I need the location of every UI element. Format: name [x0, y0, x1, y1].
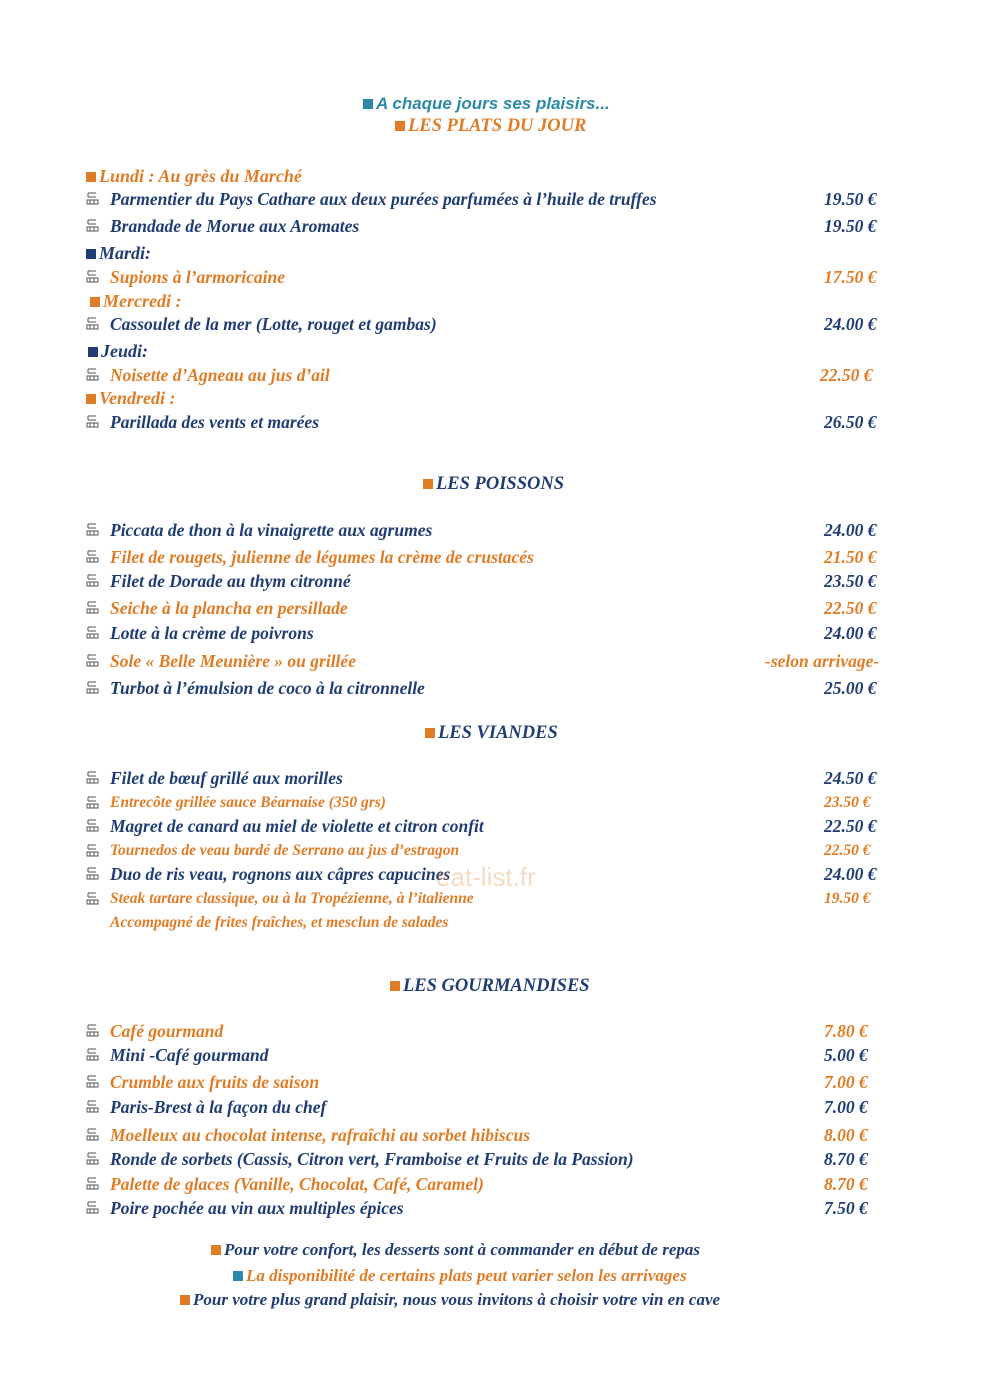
menu-bullet-icon: [86, 654, 99, 667]
menu-item: Seiche à la plancha en persillade: [110, 598, 348, 618]
menu-price: -selon arrivage-: [765, 651, 880, 671]
menu-item: Filet de bœuf grillé aux morilles: [110, 768, 343, 788]
menu-item: Palette de glaces (Vanille, Chocolat, Café, Caramel): [110, 1174, 484, 1194]
footer-note: Pour votre confort, les desserts sont à commander en début de repas: [211, 1240, 700, 1260]
day-mardi: Mardi:: [86, 243, 151, 264]
day-jeudi: Jeudi:: [88, 341, 148, 362]
day-lundi: Lundi : Au grès du Marché: [86, 166, 302, 187]
menu-price: 7.80 €: [824, 1021, 868, 1041]
menu-item: Filet de rougets, julienne de légumes la crème de crustacés: [110, 547, 534, 567]
menu-bullet-icon: [86, 681, 99, 694]
menu-price: 25.00 €: [824, 678, 877, 698]
menu-bullet-icon: [86, 415, 99, 428]
menu-bullet-icon: [86, 771, 99, 784]
menu-item: Poire pochée au vin aux multiples épices: [110, 1198, 404, 1218]
menu-item: Tournedos de veau bardé de Serrano au jus d’estragon: [110, 842, 460, 859]
menu-bullet-icon: [86, 1024, 99, 1037]
square-bullet-icon: [90, 297, 100, 307]
menu-bullet-icon: [86, 1100, 99, 1113]
menu-bullet-icon: [86, 270, 99, 283]
menu-item: Ronde de sorbets (Cassis, Citron vert, Framboise et Fruits de la Passion): [110, 1149, 634, 1169]
menu-item: Turbot à l’émulsion de coco à la citronnelle: [110, 678, 425, 698]
menu-price: 8.00 €: [824, 1125, 868, 1145]
menu-item: Lotte à la crème de poivrons: [110, 623, 314, 643]
menu-bullet-icon: [86, 1128, 99, 1141]
menu-bullet-icon: [86, 317, 99, 330]
square-bullet-icon: [211, 1245, 221, 1255]
square-bullet-icon: [180, 1295, 190, 1305]
menu-item: Sole « Belle Meunière » ou grillée: [110, 651, 356, 671]
menu-price: 5.00 €: [824, 1045, 868, 1065]
menu-price: 22.50 €: [824, 816, 877, 836]
menu-price: 7.00 €: [824, 1097, 868, 1117]
menu-price: 24.50 €: [824, 768, 877, 788]
menu-bullet-icon: [86, 219, 99, 232]
square-bullet-icon: [86, 172, 96, 182]
menu-price: 8.70 €: [824, 1174, 868, 1194]
menu-bullet-icon: [86, 1075, 99, 1088]
menu-price: 23.50 €: [824, 794, 871, 811]
menu-bullet-icon: [86, 1177, 99, 1190]
square-bullet-icon: [86, 394, 96, 404]
menu-bullet-icon: [86, 523, 99, 536]
menu-item: Moelleux au chocolat intense, rafraîchi au sorbet hibiscus: [110, 1125, 531, 1145]
menu-item: Parillada des vents et marées: [110, 412, 320, 432]
menu-price: 24.00 €: [824, 623, 877, 643]
menu-item: Noisette d’Agneau au jus d’ail: [110, 365, 330, 385]
menu-price: 7.50 €: [824, 1198, 868, 1218]
menu-bullet-icon: [86, 1152, 99, 1165]
menu-bullet-icon: [86, 192, 99, 205]
day-vendredi: Vendredi :: [86, 388, 176, 409]
menu-bullet-icon: [86, 550, 99, 563]
square-bullet-icon: [88, 347, 98, 357]
menu-bullet-icon: [86, 1201, 99, 1214]
square-bullet-icon: [363, 99, 373, 109]
menu-item: Entrecôte grillée sauce Béarnaise (350 grs): [110, 794, 386, 811]
menu-bullet-icon: [86, 892, 99, 905]
section-title-viandes: LES VIANDES: [425, 723, 558, 744]
menu-bullet-icon: [86, 601, 99, 614]
menu-price: 19.50 €: [824, 189, 877, 209]
menu-bullet-icon: [86, 368, 99, 381]
square-bullet-icon: [395, 121, 405, 131]
footer-note: La disponibilité de certains plats peut varier selon les arrivages: [233, 1266, 687, 1286]
menu-price: 24.00 €: [824, 520, 877, 540]
menu-item: Parmentier du Pays Cathare aux deux purées parfumées à l’huile de truffes: [110, 189, 657, 209]
menu-item: Filet de Dorade au thym citronné: [110, 571, 351, 591]
menu-bullet-icon: [86, 1048, 99, 1061]
square-bullet-icon: [390, 981, 400, 991]
menu-item: Duo de ris veau, rognons aux câpres capucines: [110, 864, 451, 884]
square-bullet-icon: [425, 728, 435, 738]
menu-item: Magret de canard au miel de violette et citron confit: [110, 816, 484, 836]
menu-item: Supions à l’armoricaine: [110, 267, 286, 287]
day-mercredi: Mercredi :: [90, 291, 181, 312]
menu-item: Café gourmand: [110, 1021, 224, 1041]
menu-bullet-icon: [86, 844, 99, 857]
menu-item: Paris-Brest à la façon du chef: [110, 1097, 327, 1117]
menu-bullet-icon: [86, 574, 99, 587]
menu-price: 24.00 €: [824, 314, 877, 334]
menu-item: Crumble aux fruits de saison: [110, 1072, 320, 1092]
menu-bullet-icon: [86, 819, 99, 832]
tagline: A chaque jours ses plaisirs...: [363, 94, 610, 114]
menu-item: Cassoulet de la mer (Lotte, rouget et gambas): [110, 314, 437, 334]
square-bullet-icon: [423, 479, 433, 489]
menu-item: Brandade de Morue aux Aromates: [110, 216, 360, 236]
menu-price: 26.50 €: [824, 412, 877, 432]
menu-price: 23.50 €: [824, 571, 877, 591]
menu-price: 24.00 €: [824, 864, 877, 884]
square-bullet-icon: [86, 249, 96, 259]
menu-price: 22.50 €: [824, 842, 871, 859]
menu-price: 7.00 €: [824, 1072, 868, 1092]
page-title: LES PLATS DU JOUR: [395, 116, 586, 137]
menu-price: 22.50 €: [820, 365, 873, 385]
menu-price: 19.50 €: [824, 890, 871, 907]
menu-price: 19.50 €: [824, 216, 877, 236]
footer-note: Pour votre plus grand plaisir, nous vous invitons à choisir votre vin en cave: [180, 1290, 720, 1310]
menu-item: Piccata de thon à la vinaigrette aux agrumes: [110, 520, 433, 540]
section-title-gourmandises: LES GOURMANDISES: [390, 976, 590, 997]
menu-price: 8.70 €: [824, 1149, 868, 1169]
menu-price: 22.50 €: [824, 598, 877, 618]
section-title-poissons: LES POISSONS: [423, 474, 564, 495]
menu-price: 21.50 €: [824, 547, 877, 567]
menu-price: 17.50 €: [824, 267, 877, 287]
menu-item: Mini -Café gourmand: [110, 1045, 269, 1065]
menu-item: Steak tartare classique, ou à la Tropézienne, à l’italienne: [110, 890, 474, 907]
accompaniment-note: Accompagné de frites fraîches, et mesclun de salades: [110, 914, 449, 931]
watermark: eat-list.fr: [436, 862, 536, 892]
square-bullet-icon: [233, 1271, 243, 1281]
menu-bullet-icon: [86, 626, 99, 639]
menu-bullet-icon: [86, 796, 99, 809]
menu-bullet-icon: [86, 867, 99, 880]
